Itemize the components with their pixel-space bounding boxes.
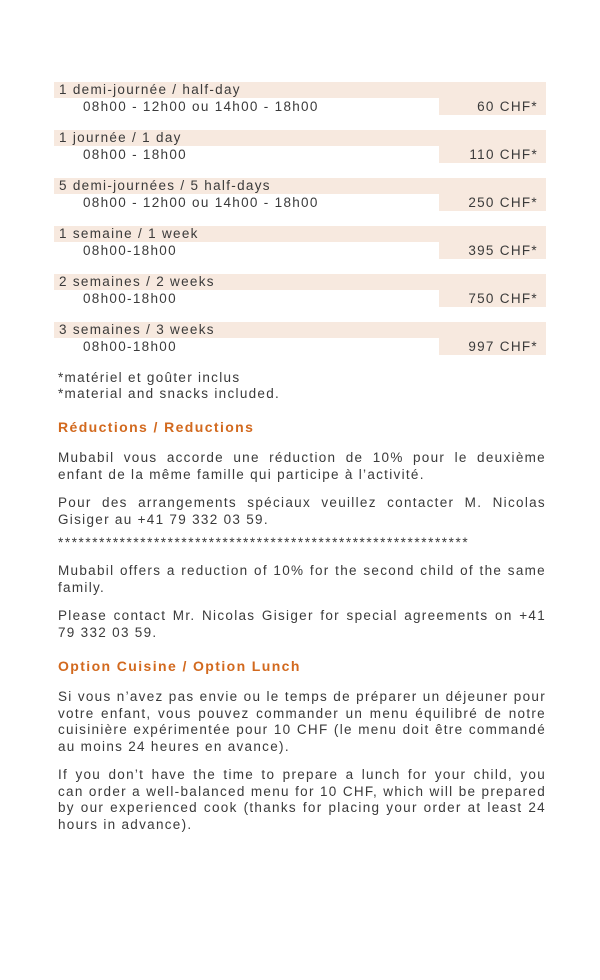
reductions-fr-paragraph-2: Pour des arrangements spéciaux veuillez contacter M. Nicolas Gisiger au +41 79 332 03 59. <box>58 495 546 527</box>
pricing-title: 1 demi-journée / half-day <box>59 82 241 97</box>
reductions-heading: Réductions / Reductions <box>58 419 255 435</box>
pricing-row-week <box>58 226 546 260</box>
pricing-row-five-half-days <box>58 178 546 212</box>
pricing-price: 250 CHF* <box>468 195 538 210</box>
pricing-hours: 08h00 - 18h00 <box>83 147 187 162</box>
lunch-heading: Option Cuisine / Option Lunch <box>58 658 301 674</box>
lunch-en-paragraph: If you don’t have the time to prepare a lunch for your child, you can order a well-balanced menu for 10 CHF, which will be prepared by our experienced cook (thanks for placing your order at least 24 hours in advance). <box>58 767 546 832</box>
pricing-price: 60 CHF* <box>477 99 538 114</box>
pricing-row-three-weeks <box>58 322 546 356</box>
reductions-en-paragraph-1: Mubabil offers a reduction of 10% for the second child of the same family. <box>58 563 546 595</box>
pricing-row-day <box>58 130 546 164</box>
pricing-price: 395 CHF* <box>468 243 538 258</box>
pricing-title: 3 semaines / 3 weeks <box>59 322 215 337</box>
pricing-hours: 08h00 - 12h00 ou 14h00 - 18h00 <box>83 99 319 114</box>
lunch-fr-paragraph: Si vous n’avez pas envie ou le temps de préparer un déjeuner pour votre enfant, vous pouvez commander un menu équilibré de notre cuisinière expérimentée pour 10 CHF (le menu doit être commandé au moins 24 heures en avance). <box>58 689 546 754</box>
separator-asterisks: ************************************************************ <box>58 535 470 550</box>
pricing-title: 5 demi-journées / 5 half-days <box>59 178 271 193</box>
footnote-en: *material and snacks included. <box>58 386 281 401</box>
pricing-title: 2 semaines / 2 weeks <box>59 274 215 289</box>
document-page <box>58 82 546 833</box>
pricing-hours: 08h00-18h00 <box>83 339 177 354</box>
pricing-price: 750 CHF* <box>468 291 538 306</box>
pricing-price: 110 CHF* <box>469 147 538 162</box>
footnote-fr: *matériel et goûter inclus <box>58 370 241 385</box>
pricing-title: 1 journée / 1 day <box>59 130 182 145</box>
pricing-footnotes <box>58 370 546 402</box>
reductions-fr-paragraph-1: Mubabil vous accorde une réduction de 10% pour le deuxième enfant de la même famille qui participe à l’activité. <box>58 450 546 482</box>
pricing-title: 1 semaine / 1 week <box>59 226 199 241</box>
pricing-row-two-weeks <box>58 274 546 308</box>
reductions-en-paragraph-2: Please contact Mr. Nicolas Gisiger for special agreements on +41 79 332 03 59. <box>58 608 546 640</box>
pricing-hours: 08h00-18h00 <box>83 243 177 258</box>
pricing-price: 997 CHF* <box>468 339 538 354</box>
pricing-hours: 08h00-18h00 <box>83 291 177 306</box>
pricing-hours: 08h00 - 12h00 ou 14h00 - 18h00 <box>83 195 319 210</box>
pricing-row-half-day <box>58 82 546 116</box>
